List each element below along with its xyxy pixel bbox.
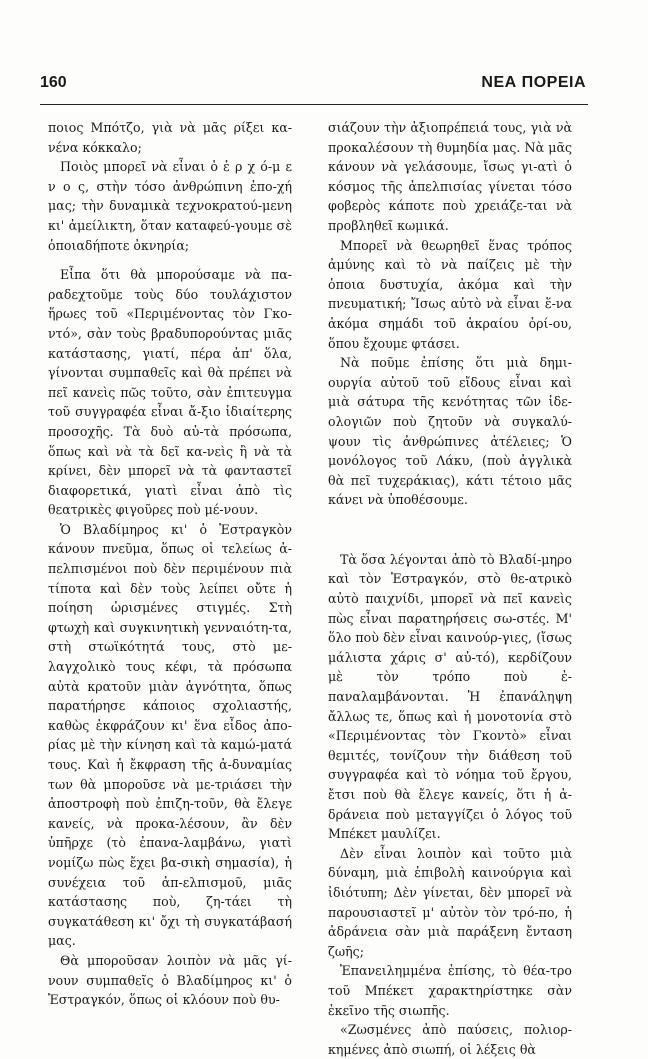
paragraph: Μπορεῖ νὰ θεωρηθεῖ ἕνας τρόπος ἀμύνης καὶ τὸ νὰ παίζεις μὲ τὴν ὁποια δυστυχία, ἀκόμα καὶ τὴν πνευματική; Ἴσως αὐτὸ νὰ εἶναι ἕ-να ἀκόμα σημάδι τοῦ ἀκραίου ὁρί-ου, ὅπου ἔχουμε φτάσει. [328,237,572,351]
paragraph: Τὰ ὅσα λέγονται ἀπὸ τὸ Βλαδί-μηρο καὶ τὸν Ἐστραγκόν, στὸ θε-ατρικὸ αὐτὸ παιχνίδι, μπορεῖ νὰ πεῖ κανεὶς πὼς εἶναι παρατηρήσεις σω-στές. Μ' ὅλο ποὺ δὲν εἶναι καινούρ-γιες, (ἴσως μάλιστα χάρις σ' αὐ-τό), κερδίζουν μὲ τὸν τρόπο ποὺ ἐ-παναλαμβάνονται. Ἡ ἐπανάληψη ἄλλως τε, ὅπως καὶ ἡ μονοτονία στὸ «Περιμένοντας τὸν Γκοντὸ» εἶναι θεμιτές, τονίζουν τὴν διάθεση τοῦ συγγραφέα καὶ τὸ νόημα τοῦ ἔργου, ἔτσι ποὺ θὰ ἔλεγε κανείς, ὅτι ἡ ἀ-δράνεια ποὺ μεταγγίζει ὁ λόγος τοῦ Μπέκετ μαυλίζει. [328,551,572,842]
paragraph: Ποιὸς μπορεῖ νὰ εἶναι ὁ ἐ ρ χ ό-μ ε ν ο ς, στὴν τόσο ἀνθρώπινη ἐπο-χή μας; τὴν δυναμικὰ τεχνοκρατού-μενη κι' ἀμείλικτη, ὅταν καταφεύ-γουμε σὲ ὁποιαδήποτε ὀκνηρία; [48,159,292,253]
paragraph: «Ζωσμένες ἀπὸ παύσεις, πολιορ-κημένες ἀπὸ σιωπή, οἱ λέξεις θὰ [328,1022,572,1057]
right-column [328,118,572,1059]
page-header [40,74,586,98]
paragraph: Δὲν εἶναι λοιπὸν καὶ τοῦτο μιὰ δύναμη, μιὰ ἐπιβολὴ καινούργια καὶ ἰδιότυπη; Δὲν γίνεται, δὲν μπορεῖ νὰ παρουσιαστεῖ μ' αὐτὸν τὸν τρό-πο, ἡ ἀδράνεια σὰν μιὰ παράξενη ἔνταση ζωῆς; [328,845,572,959]
paragraph: Εἶπα ὅτι θὰ μπορούσαμε νὰ πα-ραδεχτοῦμε τοὺς δύο τουλάχιστον ἥρωες τοῦ «Περιμένοντας τὸν Γκο-ντό», σὰν τοὺς βραδυπορούντας μιᾶς κατάστασης, γιατί, πέρα ἀπ' ὅλα, γίνονται συμπαθεῖς καὶ θὰ πρέπει νὰ πεῖ κανεὶς πῶς τοῦτο, σὰν ἐπιτευγμα τοῦ συγγραφέα εἶναι ἄ-ξιο ἰδιαίτερης προσοχῆς. Τὰ δυὸ αὐ-τὰ πρόσωπα, ὅπως καὶ νὰ τὰ δεῖ κα-νεὶς ἢ νὰ τὰ κρίνει, δὲν μπορεῖ νὰ τὰ φανταστεῖ διαφορετικά, γιατὶ εἶναι ἀπὸ τὶς θεατρικὲς φιγοῦρες ποὺ μέ-νουν. [48,267,292,518]
paragraph: Θὰ μποροῦσαν λοιπὸν νὰ μᾶς γί-νουν συμπαθεῖς ὁ Βλαδίμηρος κι' ὁ Ἐστραγκόν, ὅπως οἱ κλόουν ποὺ θυ- [48,952,292,1008]
page-number: 160 [40,74,67,91]
paragraph: Ἐπανειλημμένα ἐπίσης, τὸ θέα-τρο τοῦ Μπέκετ χαρακτηρίστηκε σὰν ἐκεῖνο τῆς σιωπῆς. [328,963,572,1018]
paragraph: Νὰ ποῦμε ἐπίσης ὅτι μιὰ δημι-ουργία αὐτοῦ τοῦ εἴδους εἶναι καὶ μιὰ σάτυρα τῆς κενότητας τῶν ἰδε-ολογιῶν ποὺ ζητοῦν νὰ συγκαλύ-ψουν τὶς ἀνθρώπινες ἀτέλειες; Ὁ μονόλογος τοῦ Λάκυ, (ποὺ ἀγγλικὰ θὰ πεῖ τυχεράκιας), κάτι τέτοιο μᾶς κάνει νὰ ὑποθέσουμε. [328,355,572,508]
header-rule [40,104,588,105]
paragraph: σιάζουν τὴν ἀξιοπρέπειά τους, γιὰ νὰ προκαλέσουν τὴ θυμηδία μας. Νὰ μᾶς κάνουν νὰ γελάσουμε, ἴσως γι-ατὶ ὁ κόσμος τῆς ἀπελπισίας γίνεται τόσο φοβερὸς κάποτε ποὺ χρειάζε-ται νὰ προβληθεῖ κωμικά. [328,120,572,233]
paragraph: ποιος Μπότζο, γιὰ νὰ μᾶς ρίξει κα-νένα κόκκαλο; [48,120,292,155]
left-column [48,118,292,1010]
paragraph: Ὁ Βλαδίμηρος κι' ὁ Ἐστραγκὸν κάνουν πνεῦμα, ὅπως οἱ τελείως ἀ-πελπισμένοι ποὺ δὲν περιμένουν πιὰ τίποτα καὶ δὲν τοὺς λείπει οὔτε ἡ ποίηση ὡρισμένες στιγμές. Στὴ φτωχὴ καὶ συγκινητικὴ γενναιότη-τα, στὴ στωϊκότητά τους, στὸ με-λαγχολικὸ τους κέφι, τὰ πρόσωπα αὐτὰ κρατοῦν μιὰν ἁγνότητα, ὅπως παρατήρησε κάποιος σχολιαστής, καθὼς ἐκφράζουν κι' ἕνα εἶδος ἀπο-ρίας μὲ τὴν κίνηση καὶ τὰ καμώ-ματά τους. Καὶ ἡ ἔκφραση τῆς ἀ-δυναμίας των θὰ μποροῦσε νὰ με-τριάσει τὴν ἀποστροφὴ ποὺ ἐπιζη-τοῦν, θὰ ἔλεγε κανείς, νὰ προκα-λέσουν, ἂν δὲν ὑπῆρχε (τὸ ἐπανα-λαμβάνω, γιατὶ νομίζω πὼς ἔχει βα-σικὴ σημασία), ἡ συνέχεια τοῦ ἀπ-ελπισμοῦ, μιᾶς κατάστασης ποὺ, ζη-τάει τὴ συγκατάθεση κι' ὄχι τὴ συγκατάβασή μας. [48,521,292,949]
running-title: ΝΕΑ ΠΟΡΕΙΑ [481,74,586,91]
